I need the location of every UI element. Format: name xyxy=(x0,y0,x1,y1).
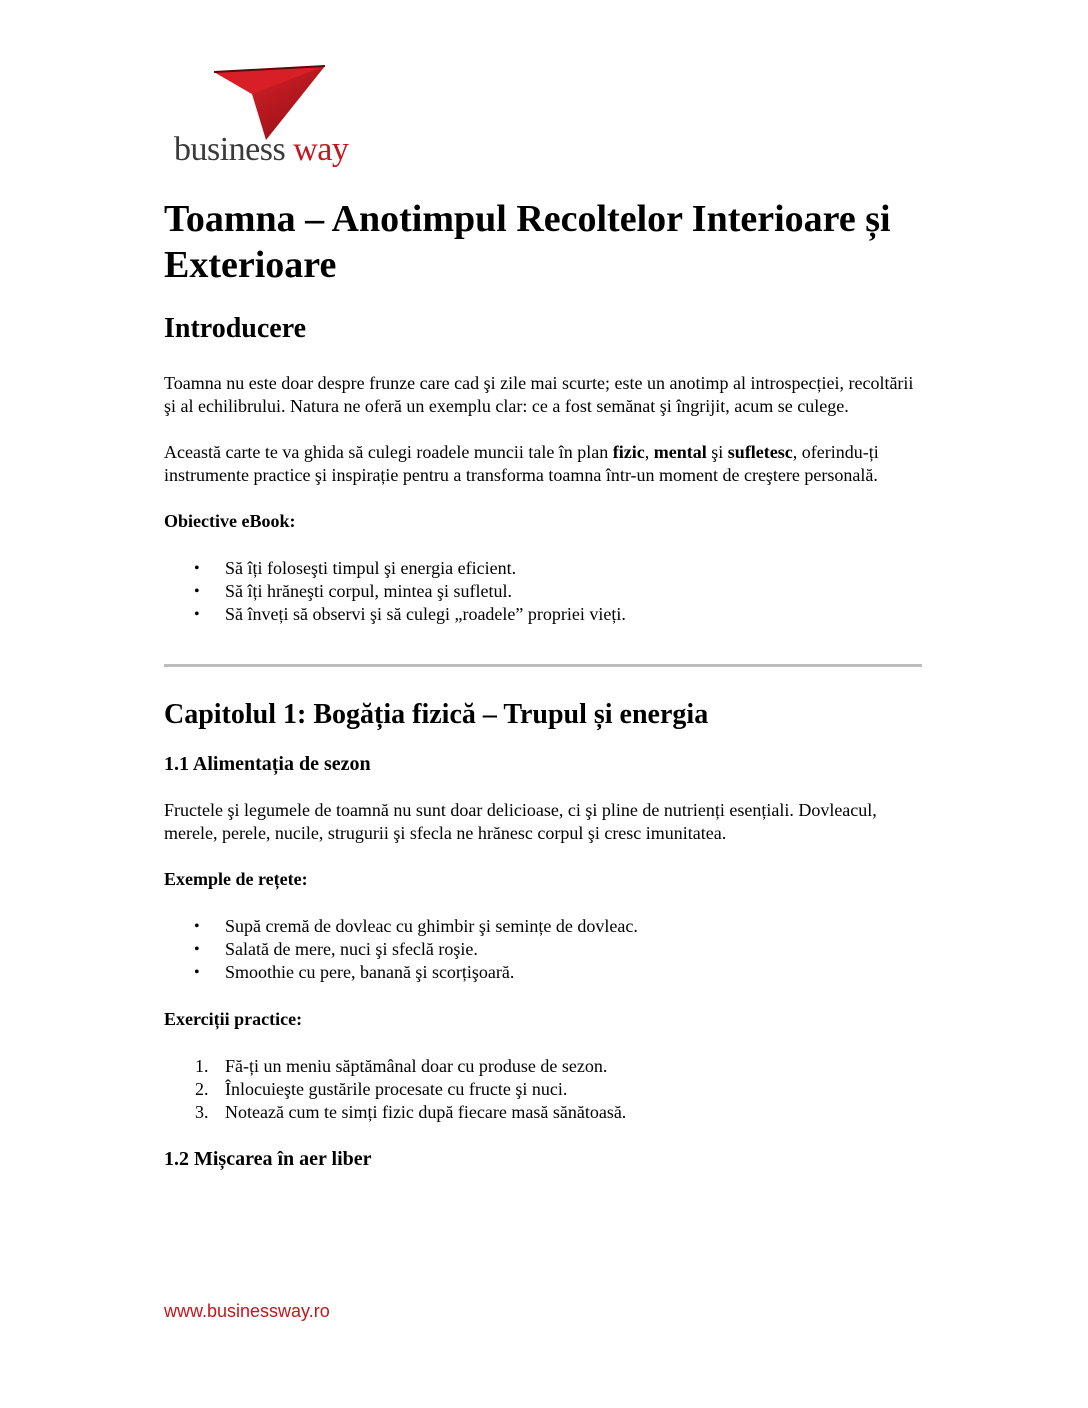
list-item-text: Fă-ți un meniu săptămânal doar cu produse de sezon. xyxy=(225,1056,608,1076)
p2-bold-mental: mental xyxy=(653,442,707,462)
p2-text-e: şi xyxy=(706,442,728,462)
intro-paragraph-1: Toamna nu este doar despre frunze care cad şi zile mai scurte; este un anotimp al introspecției, recoltării şi al echilibrului. Natura ne oferă un exemplu clar: ce a fost semănat şi îngrijit, acum se culege. xyxy=(164,373,914,416)
p2-text-g: , oferindu-ți instrumente practice şi inspirație pentru a transforma toamna într-un moment de creştere personală. xyxy=(164,442,879,485)
document-body xyxy=(164,196,924,1172)
footer-url-link[interactable]: www.businessway.ro xyxy=(164,1301,330,1321)
page-title: Toamna – Anotimpul Recoltelor Interioare și Exterioare xyxy=(164,198,891,286)
section-1-1-text: Fructele şi legumele de toamnă nu sunt doar delicioase, ci şi pline de nutrienți esențiali. Dovleacul, merele, perele, nucile, strugurii şi sfecla ne hrănesc corpul şi cresc imunitatea. xyxy=(164,800,877,843)
p2-text-a: Această carte te va ghida să culegi roadele muncii tale în plan xyxy=(164,442,613,462)
list-item: • Să îți hrăneşti corpul, mintea şi sufletul. xyxy=(164,580,924,603)
arrow-logo-icon xyxy=(214,64,326,140)
intro-heading: Introducere xyxy=(164,313,307,344)
p2-bold-fizic: fizic xyxy=(612,442,645,462)
section-1-2-heading: 1.2 Mișcarea în aer liber xyxy=(164,1148,372,1170)
list-item-text: Înlocuieşte gustările procesate cu fructe şi nuci. xyxy=(225,1079,568,1099)
list-item: • Salată de mere, nuci şi sfeclă roşie. xyxy=(164,938,924,961)
objectives-label: Obiective eBook: xyxy=(164,511,296,531)
p2-bold-sufletesc: sufletesc xyxy=(727,442,793,462)
list-item: • Smoothie cu pere, banană şi scorțişoară. xyxy=(164,961,924,984)
section-divider xyxy=(164,664,922,667)
list-item: • Supă cremă de dovleac cu ghimbir şi semințe de dovleac. xyxy=(164,915,924,938)
intro-paragraph-2 xyxy=(164,441,924,487)
list-number: 2. xyxy=(195,1079,209,1099)
section-1-1-heading: 1.1 Alimentația de sezon xyxy=(164,753,371,775)
list-item xyxy=(164,1078,924,1101)
list-number: 3. xyxy=(195,1102,209,1122)
list-number: 1. xyxy=(195,1056,209,1076)
p2-text-c: , xyxy=(644,442,654,462)
list-item xyxy=(164,1101,924,1124)
chapter-1-heading: Capitolul 1: Bogăția fizică – Trupul și energia xyxy=(164,699,709,730)
exercises-label: Exerciții practice: xyxy=(164,1009,303,1029)
recipes-label: Exemple de rețete: xyxy=(164,869,308,889)
logo-wordmark xyxy=(174,130,348,170)
recipes-list xyxy=(164,915,924,984)
list-item xyxy=(164,1055,924,1078)
business-way-logo xyxy=(170,64,370,176)
logo-word-way: way xyxy=(293,131,349,168)
list-item: • Să îți foloseşti timpul şi energia eficient. xyxy=(164,557,924,580)
list-item-text: Notează cum te simți fizic după fiecare masă sănătoasă. xyxy=(225,1102,627,1122)
list-item: • Să înveți să observi şi să culegi „roadele” propriei vieți. xyxy=(164,603,924,626)
logo-word-business: business xyxy=(174,131,286,168)
exercises-list xyxy=(164,1055,924,1124)
objectives-list xyxy=(164,557,924,626)
